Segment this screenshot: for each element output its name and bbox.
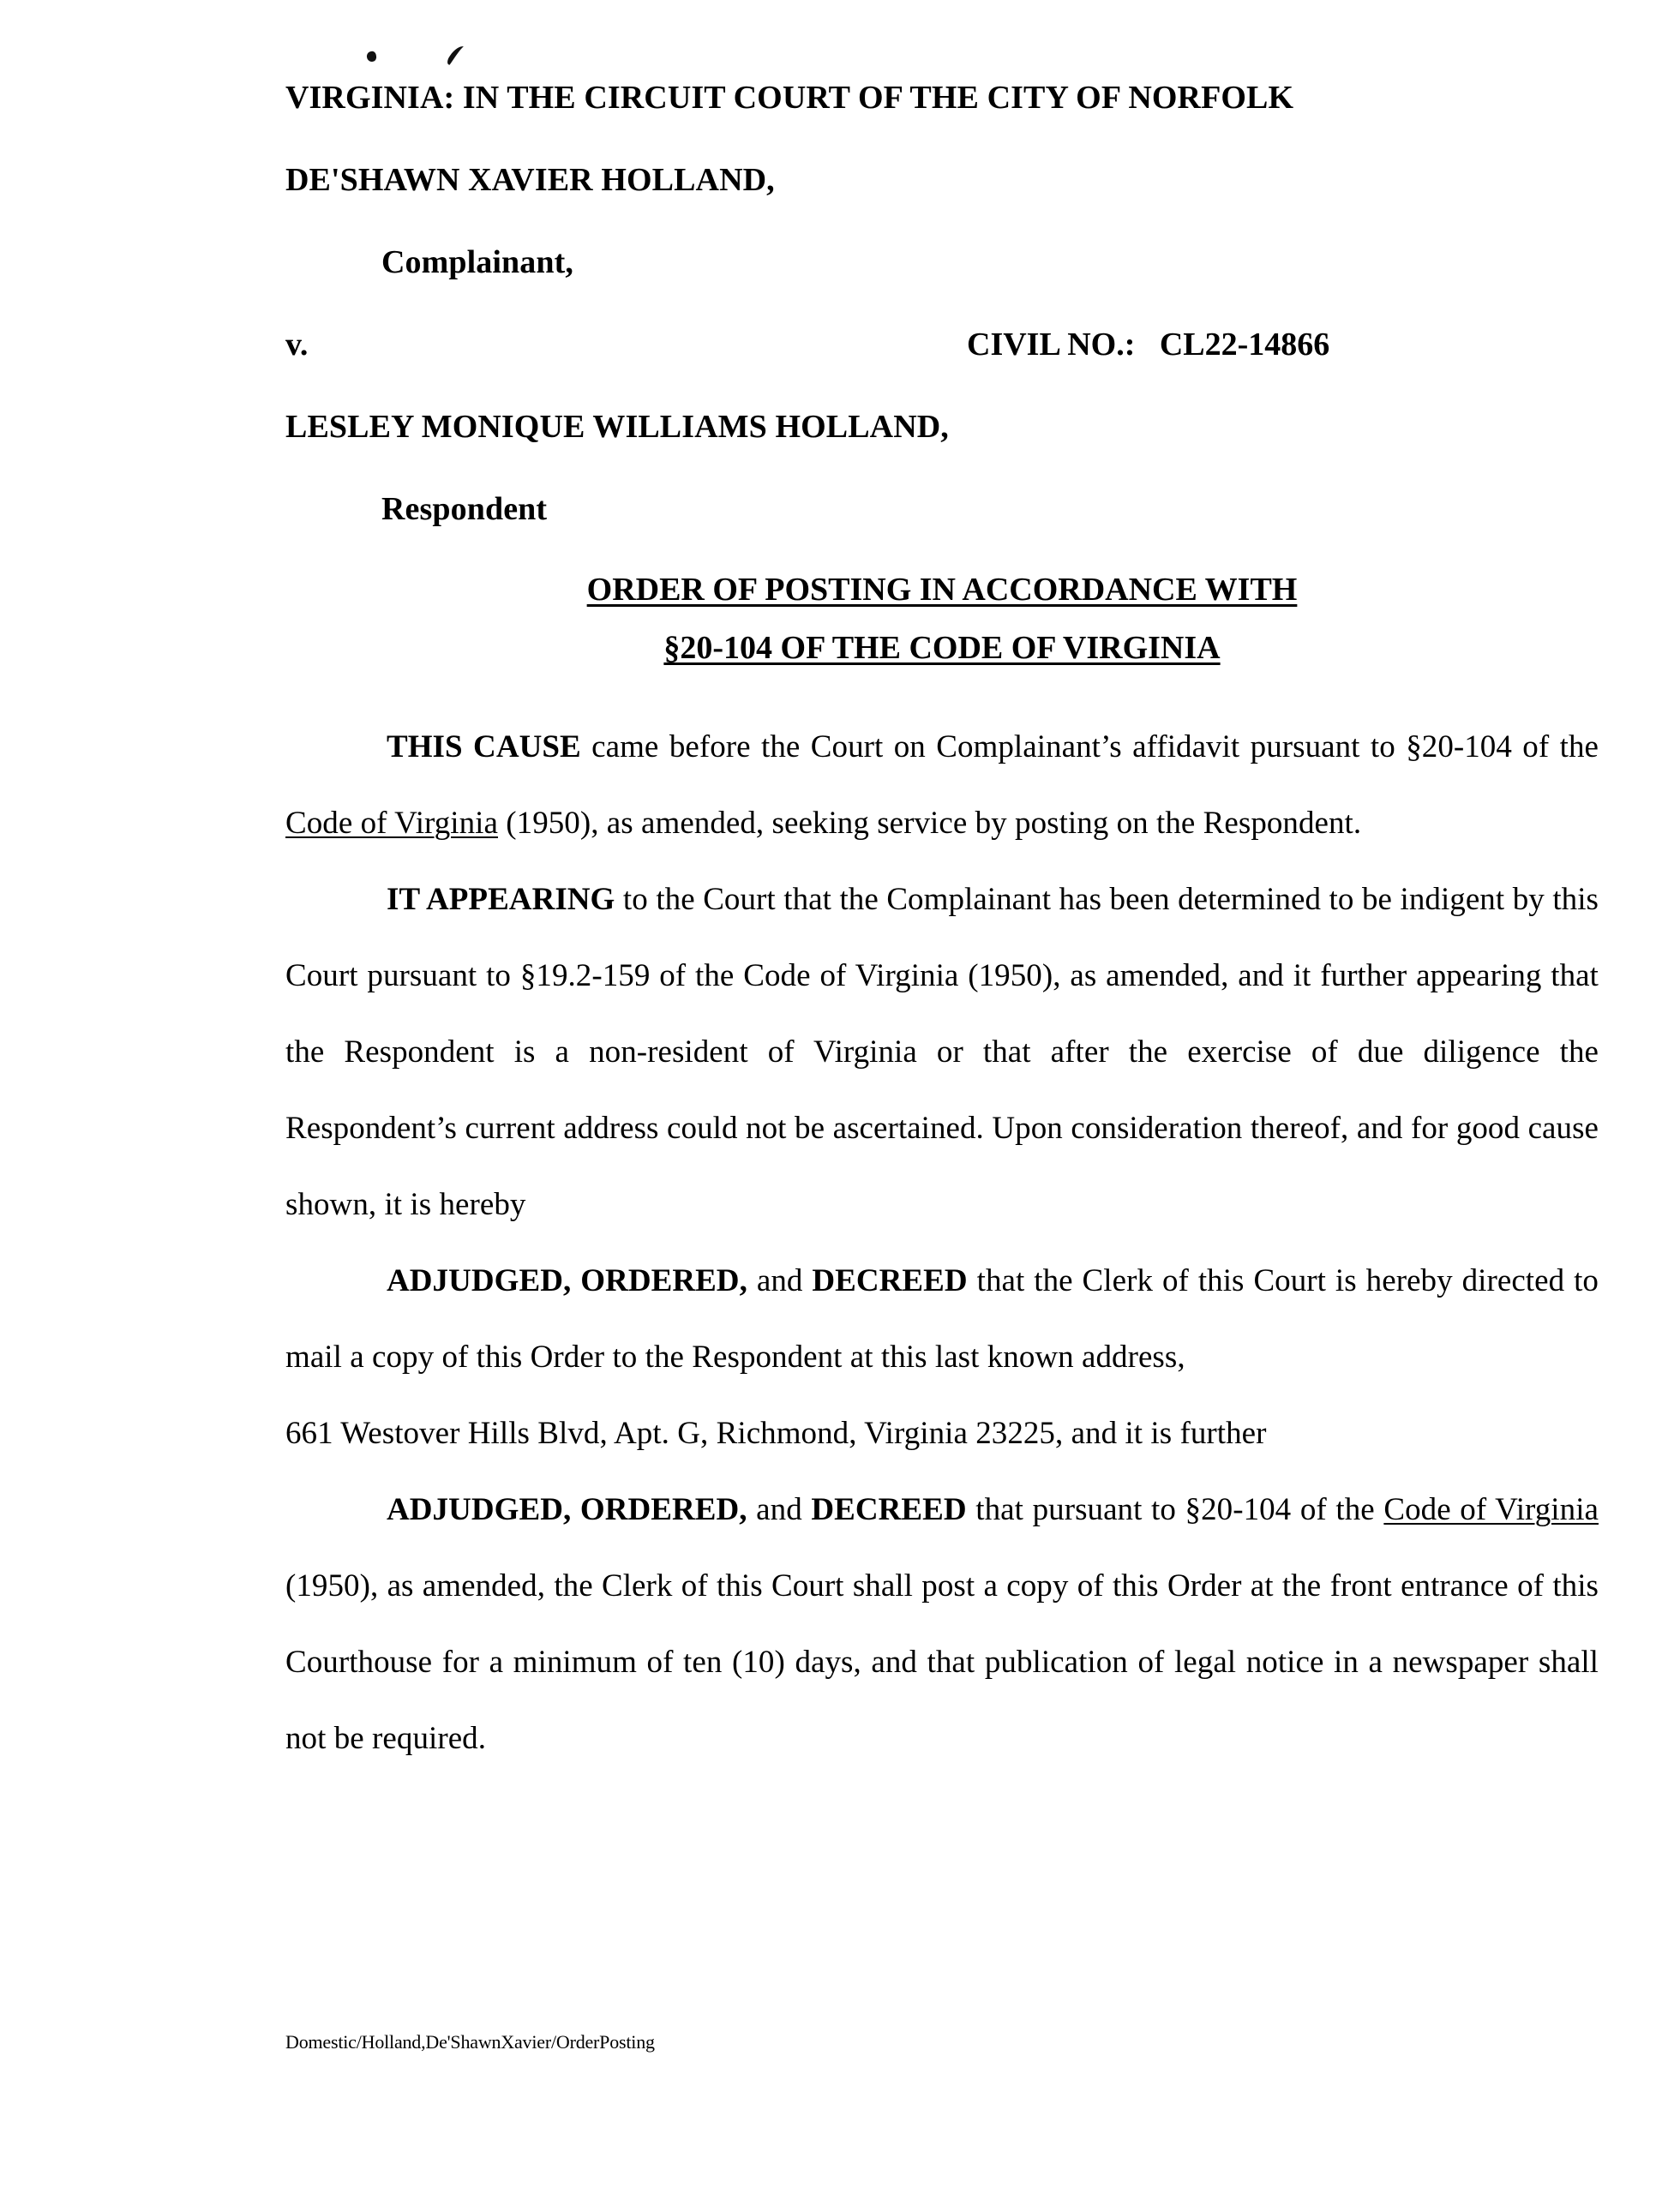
respondent-address: 661 Westover Hills Blvd, Apt. G, Richmond, Virginia 23225, and it is further: [285, 1416, 1267, 1451]
paragraph-4-lead-b: DECREED: [811, 1492, 967, 1527]
paragraph-1-text-a: came before the Court on Complainant’s affidavit pursuant to §20-104 of the: [580, 729, 1599, 764]
document-title-line-2: §20-104 OF THE CODE OF VIRGINIA: [663, 630, 1221, 666]
paragraph-it-appearing: [285, 861, 1599, 1243]
paragraph-respondent-address: [285, 1395, 1599, 1472]
document-title-line-1: ORDER OF POSTING IN ACCORDANCE WITH: [586, 572, 1298, 608]
paragraph-adjudged-post: [285, 1472, 1599, 1777]
document-body: [285, 709, 1599, 1777]
complainant-name: DE'SHAWN XAVIER HOLLAND,: [285, 162, 775, 198]
document-title: [285, 573, 1599, 664]
paragraph-4-text-a: that pursuant to §20-104 of the: [966, 1492, 1384, 1527]
paragraph-3-mid: and: [747, 1263, 813, 1298]
paragraph-3-lead-b: DECREED: [812, 1263, 968, 1298]
paragraph-4-mid: and: [747, 1492, 812, 1527]
court-jurisdiction-line: VIRGINIA: IN THE CIRCUIT COURT OF THE CITY OF NORFOLK: [285, 80, 1294, 116]
footer-file-reference: Domestic/Holland,De'ShawnXavier/OrderPosting: [285, 2031, 655, 2053]
civil-number: CIVIL NO.: CL22-14866: [967, 327, 1330, 363]
paragraph-1-text-b: (1950), as amended, seeking service by posting on the Respondent.: [497, 806, 1362, 841]
document-content: [285, 0, 1599, 1777]
respondent-label: Respondent: [381, 491, 548, 527]
paragraph-2-text: to the Court that the Complainant has been determined to be indigent by this Court pursuant to §19.2-159 of the Code of Virginia (1950), as amended, and it further appearing that the Respondent is a non-resident of Virginia or that after the exercise of due diligence the Respondent’s current address could not be ascertained. Upon consideration thereof, and for good cause shown, it is hereby: [285, 882, 1599, 1222]
paragraph-3-text: that the Clerk of this Court is hereby directed to mail a copy of this Order to the Respondent at this last known address,: [285, 1263, 1599, 1375]
paragraph-4-lead-a: ADJUDGED, ORDERED,: [387, 1492, 747, 1527]
paragraph-adjudged-mail: [285, 1243, 1599, 1395]
versus-label: v.: [285, 327, 309, 363]
respondent-name: LESLEY MONIQUE WILLIAMS HOLLAND,: [285, 409, 949, 445]
versus-and-civil-number-row: [285, 328, 1599, 361]
paragraph-this-cause: [285, 709, 1599, 861]
paragraph-1-lead: THIS CAUSE: [387, 729, 581, 764]
paragraph-1-code-citation: Code of Virginia: [285, 806, 498, 841]
complainant-label: Complainant,: [381, 244, 573, 280]
paragraph-3-lead-a: ADJUDGED, ORDERED,: [387, 1263, 747, 1298]
paragraph-2-lead: IT APPEARING: [387, 882, 615, 917]
paragraph-4-text-b: (1950), as amended, the Clerk of this Court shall post a copy of this Order at the front entrance of this Courthouse for a minimum of ten (10) days, and that publication of legal notice in a newspaper shall not be required.: [285, 1568, 1599, 1756]
paragraph-4-code-citation: Code of Virginia: [1383, 1492, 1599, 1527]
